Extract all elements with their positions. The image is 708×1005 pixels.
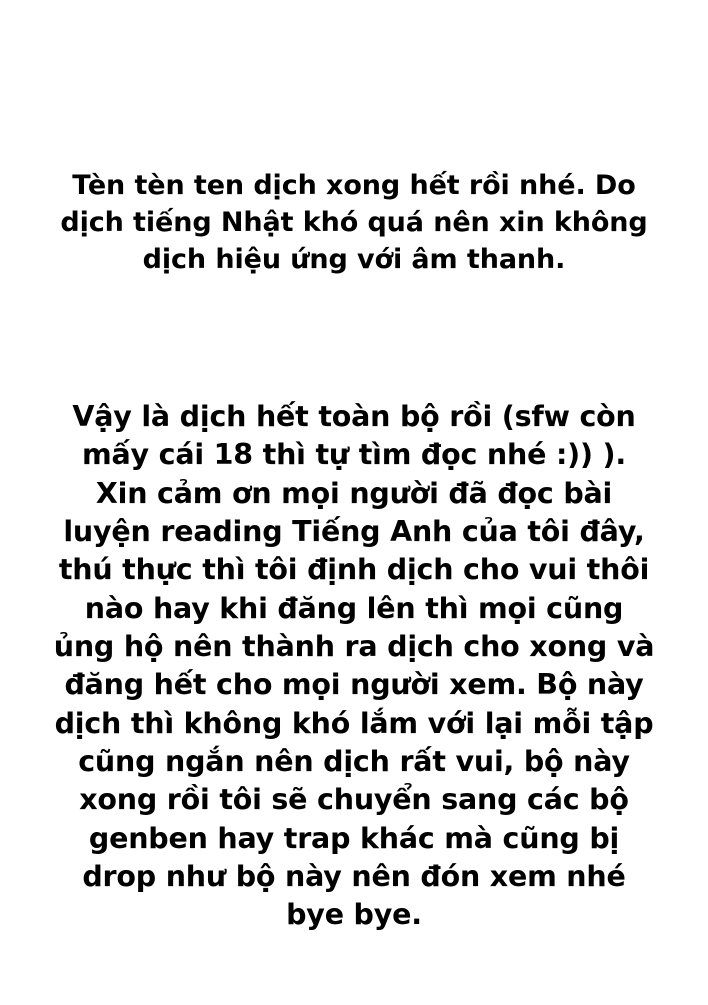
translator-note-bottom: Vậy là dịch hết toàn bộ rồi (sfw còn mấy cái 18 thì tự tìm đọc nhé :)) ). Xin cảm ơn mọi người đã đọc bài luyện reading Tiếng Anh của tôi đây, thú thực thì tôi định dịch cho vui thôi nào hay khi đăng lên thì mọi cũng ủng hộ nên thành ra dịch cho xong và đăng hết cho mọi người xem. Bộ này dịch thì không khó lắm với lại mỗi tập cũng ngắn nên dịch rất vui, bộ này xong rồi tôi sẽ chuyển sang các bộ genben hay trap khác mà cũng bị drop như bộ này nên đón xem nhé bye bye. bbox=[53, 400, 655, 932]
translator-note-top: Tèn tèn ten dịch xong hết rồi nhé. Do dịch tiếng Nhật khó quá nên xin không dịch hiệu ứng với âm thanh. bbox=[60, 170, 648, 275]
